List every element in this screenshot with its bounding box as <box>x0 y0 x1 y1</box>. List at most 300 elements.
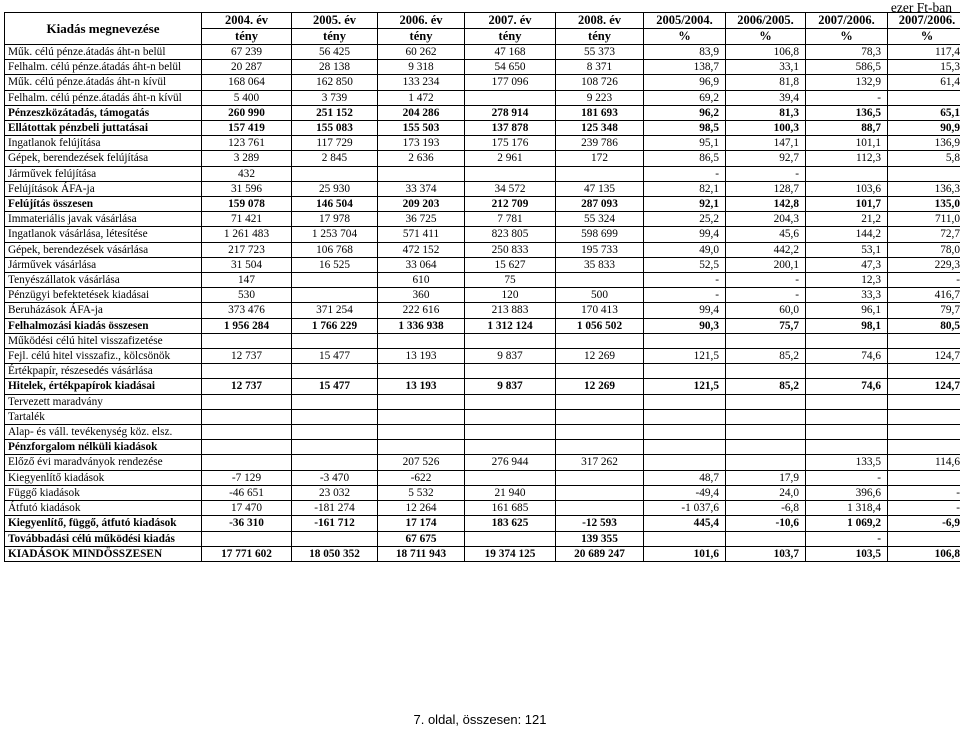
row-value-col-2: 146 504 <box>292 197 378 212</box>
row-value-col-6: - <box>644 288 726 303</box>
row-value-col-9: 135,0 <box>888 197 960 212</box>
row-value-col-7: - <box>726 288 806 303</box>
row-value-col-9: 114,6 <box>888 455 960 470</box>
row-value-col-9: 416,7 <box>888 288 960 303</box>
row-value-col-4 <box>465 409 556 424</box>
row-value-col-7: 147,1 <box>726 136 806 151</box>
row-label: Átfutó kiadások <box>5 501 202 516</box>
row-value-col-7: -6,8 <box>726 501 806 516</box>
row-value-col-8: 101,1 <box>806 136 888 151</box>
row-value-col-1: 123 761 <box>202 136 292 151</box>
header-col-9-line1: 2007/2006. <box>888 13 960 29</box>
row-value-col-4: 9 837 <box>465 379 556 394</box>
table-row <box>5 318 960 333</box>
row-value-col-5: 12 269 <box>556 379 644 394</box>
row-value-col-1: 217 723 <box>202 242 292 257</box>
header-col-2-line2: tény <box>292 29 378 45</box>
header-col-6-line2: % <box>644 29 726 45</box>
row-value-col-9 <box>888 166 960 181</box>
row-value-col-4: 161 685 <box>465 501 556 516</box>
row-value-col-3 <box>378 166 465 181</box>
row-label: Műk. célú pénze.átadás áht-n kívül <box>5 75 202 90</box>
row-value-col-5: 108 726 <box>556 75 644 90</box>
row-value-col-8: 33,3 <box>806 288 888 303</box>
row-value-col-5: 9 223 <box>556 90 644 105</box>
row-value-col-4 <box>465 364 556 379</box>
row-value-col-7: 204,3 <box>726 212 806 227</box>
row-value-col-9: 80,5 <box>888 318 960 333</box>
row-value-col-3: 60 262 <box>378 45 465 60</box>
table-row <box>5 379 960 394</box>
row-value-col-6 <box>644 425 726 440</box>
row-value-col-3 <box>378 440 465 455</box>
row-value-col-4 <box>465 394 556 409</box>
row-value-col-1 <box>202 531 292 546</box>
row-value-col-6: 48,7 <box>644 470 726 485</box>
row-value-col-2: 23 032 <box>292 485 378 500</box>
row-value-col-7: 33,1 <box>726 60 806 75</box>
row-value-col-1: 12 737 <box>202 379 292 394</box>
row-value-col-9: 61,4 <box>888 75 960 90</box>
row-value-col-9: 117,4 <box>888 45 960 60</box>
row-label: Pénzeszközátadás, támogatás <box>5 105 202 120</box>
table-row <box>5 364 960 379</box>
row-value-col-4: 137 878 <box>465 121 556 136</box>
row-value-col-7: 128,7 <box>726 181 806 196</box>
row-value-col-8 <box>806 425 888 440</box>
row-value-col-9: 136,9 <box>888 136 960 151</box>
table-row <box>5 136 960 151</box>
row-value-col-8: 74,6 <box>806 379 888 394</box>
header-col-1-line1: 2004. év <box>202 13 292 29</box>
row-value-col-6 <box>644 531 726 546</box>
row-value-col-3: 209 203 <box>378 197 465 212</box>
row-value-col-1: 157 419 <box>202 121 292 136</box>
row-value-col-2: 371 254 <box>292 303 378 318</box>
row-value-col-6: 99,4 <box>644 303 726 318</box>
row-value-col-5: 181 693 <box>556 105 644 120</box>
row-value-col-8: - <box>806 90 888 105</box>
row-value-col-8: - <box>806 531 888 546</box>
row-value-col-4: 19 374 125 <box>465 546 556 561</box>
row-value-col-9 <box>888 364 960 379</box>
page-footer: 7. oldal, összesen: 121 <box>413 712 547 727</box>
row-value-col-8: 74,6 <box>806 349 888 364</box>
header-col-8-line2: % <box>806 29 888 45</box>
row-value-col-1: 159 078 <box>202 197 292 212</box>
row-value-col-9: - <box>888 485 960 500</box>
row-value-col-2: 106 768 <box>292 242 378 257</box>
row-value-col-3: 155 503 <box>378 121 465 136</box>
row-value-col-9: 65,1 <box>888 105 960 120</box>
row-value-col-4: 2 961 <box>465 151 556 166</box>
header-col-1-line2: tény <box>202 29 292 45</box>
row-value-col-6: 445,4 <box>644 516 726 531</box>
row-value-col-7: 60,0 <box>726 303 806 318</box>
table-row <box>5 394 960 409</box>
row-value-col-4: 47 168 <box>465 45 556 60</box>
row-label: Kiegyenlítő, függő, átfutó kiadások <box>5 516 202 531</box>
row-value-col-4: 177 096 <box>465 75 556 90</box>
row-value-col-1: 71 421 <box>202 212 292 227</box>
row-value-col-8: 136,5 <box>806 105 888 120</box>
row-value-col-4: 9 837 <box>465 349 556 364</box>
row-label: Tartalék <box>5 409 202 424</box>
row-label: Tenyészállatok vásárlása <box>5 273 202 288</box>
row-label: Gépek, berendezések vásárlása <box>5 242 202 257</box>
row-value-col-4: 213 883 <box>465 303 556 318</box>
row-value-col-7: - <box>726 273 806 288</box>
table-row <box>5 166 960 181</box>
row-value-col-6: 96,2 <box>644 105 726 120</box>
row-value-col-3: 360 <box>378 288 465 303</box>
row-value-col-8: 96,1 <box>806 303 888 318</box>
header-col-8-line1: 2007/2006. <box>806 13 888 29</box>
row-value-col-4: 212 709 <box>465 197 556 212</box>
row-label: Járművek vásárlása <box>5 257 202 272</box>
row-value-col-4 <box>465 470 556 485</box>
row-value-col-8: 78,3 <box>806 45 888 60</box>
row-value-col-3 <box>378 333 465 348</box>
row-value-col-1: 432 <box>202 166 292 181</box>
table-row <box>5 531 960 546</box>
row-value-col-4: 823 805 <box>465 227 556 242</box>
row-value-col-2: 17 978 <box>292 212 378 227</box>
row-value-col-7: 81,8 <box>726 75 806 90</box>
row-value-col-9 <box>888 394 960 409</box>
row-value-col-2: 162 850 <box>292 75 378 90</box>
row-value-col-7 <box>726 455 806 470</box>
row-value-col-8: 1 318,4 <box>806 501 888 516</box>
row-value-col-4: 278 914 <box>465 105 556 120</box>
row-value-col-6: - <box>644 273 726 288</box>
row-value-col-3: -622 <box>378 470 465 485</box>
row-value-col-8 <box>806 333 888 348</box>
row-value-col-5: 8 371 <box>556 60 644 75</box>
row-value-col-1: 17 771 602 <box>202 546 292 561</box>
row-value-col-3: 18 711 943 <box>378 546 465 561</box>
row-value-col-7: 106,8 <box>726 45 806 60</box>
row-value-col-6: 92,1 <box>644 197 726 212</box>
row-value-col-2: 155 083 <box>292 121 378 136</box>
row-value-col-2: 56 425 <box>292 45 378 60</box>
row-value-col-5: 598 699 <box>556 227 644 242</box>
row-value-col-8: 47,3 <box>806 257 888 272</box>
row-value-col-6: 99,4 <box>644 227 726 242</box>
row-value-col-3: 571 411 <box>378 227 465 242</box>
row-value-col-5 <box>556 166 644 181</box>
row-value-col-8: 133,5 <box>806 455 888 470</box>
row-value-col-3: 12 264 <box>378 501 465 516</box>
table-row <box>5 470 960 485</box>
row-value-col-1: 3 289 <box>202 151 292 166</box>
table-body <box>5 45 960 562</box>
row-value-col-2 <box>292 288 378 303</box>
row-label: Kiegyenlítő kiadások <box>5 470 202 485</box>
row-value-col-2 <box>292 440 378 455</box>
row-label: Felhalm. célú pénze.átadás áht-n belül <box>5 60 202 75</box>
row-value-col-6 <box>644 394 726 409</box>
row-value-col-3 <box>378 409 465 424</box>
table-row <box>5 303 960 318</box>
table-row <box>5 121 960 136</box>
row-value-col-5: 12 269 <box>556 349 644 364</box>
table-row <box>5 501 960 516</box>
table-row <box>5 288 960 303</box>
row-label: Ellátottak pénzbeli juttatásai <box>5 121 202 136</box>
row-value-col-2 <box>292 531 378 546</box>
row-value-col-5: 500 <box>556 288 644 303</box>
row-value-col-5: 20 689 247 <box>556 546 644 561</box>
row-value-col-1: 31 596 <box>202 181 292 196</box>
row-value-col-6 <box>644 333 726 348</box>
row-value-col-4 <box>465 166 556 181</box>
row-value-col-5: 172 <box>556 151 644 166</box>
row-value-col-8 <box>806 364 888 379</box>
row-label: Függő kiadások <box>5 485 202 500</box>
row-value-col-7: 75,7 <box>726 318 806 333</box>
row-value-col-7 <box>726 531 806 546</box>
table-row <box>5 349 960 364</box>
row-value-col-6: 69,2 <box>644 90 726 105</box>
row-value-col-1: -46 651 <box>202 485 292 500</box>
row-value-col-7: 85,2 <box>726 349 806 364</box>
row-value-col-2: 15 477 <box>292 379 378 394</box>
row-value-col-3: 610 <box>378 273 465 288</box>
row-value-col-5 <box>556 364 644 379</box>
row-value-col-4: 120 <box>465 288 556 303</box>
row-value-col-7: 442,2 <box>726 242 806 257</box>
row-value-col-5: 55 373 <box>556 45 644 60</box>
header-col-9-line2: % <box>888 29 960 45</box>
table-row <box>5 440 960 455</box>
row-value-col-2: 18 050 352 <box>292 546 378 561</box>
row-value-col-8 <box>806 409 888 424</box>
row-value-col-6: -1 037,6 <box>644 501 726 516</box>
row-value-col-4 <box>465 90 556 105</box>
row-value-col-2: 1 253 704 <box>292 227 378 242</box>
row-value-col-5: 287 093 <box>556 197 644 212</box>
row-value-col-7: 85,2 <box>726 379 806 394</box>
row-value-col-8: 144,2 <box>806 227 888 242</box>
table-row <box>5 227 960 242</box>
row-value-col-9 <box>888 470 960 485</box>
row-value-col-3: 204 286 <box>378 105 465 120</box>
row-value-col-1: 5 400 <box>202 90 292 105</box>
row-value-col-2: 251 152 <box>292 105 378 120</box>
row-value-col-3: 133 234 <box>378 75 465 90</box>
row-value-col-5 <box>556 425 644 440</box>
row-value-col-5 <box>556 273 644 288</box>
row-value-col-2 <box>292 409 378 424</box>
row-value-col-6: 86,5 <box>644 151 726 166</box>
row-label: Működési célú hitel visszafizetése <box>5 333 202 348</box>
table-row <box>5 257 960 272</box>
table-row <box>5 212 960 227</box>
row-value-col-6: 83,9 <box>644 45 726 60</box>
table-row <box>5 181 960 196</box>
row-value-col-4 <box>465 425 556 440</box>
row-value-col-5: 125 348 <box>556 121 644 136</box>
row-value-col-6: 90,3 <box>644 318 726 333</box>
row-value-col-2 <box>292 394 378 409</box>
header-col-5-line1: 2008. év <box>556 13 644 29</box>
table-row <box>5 60 960 75</box>
row-label: Fejl. célú hitel visszafiz., kölcsönök <box>5 349 202 364</box>
row-value-col-9: 124,7 <box>888 349 960 364</box>
row-value-col-9: 72,7 <box>888 227 960 242</box>
row-label: Járművek felújítása <box>5 166 202 181</box>
row-value-col-6: -49,4 <box>644 485 726 500</box>
row-value-col-5: 239 786 <box>556 136 644 151</box>
row-value-col-9: 90,9 <box>888 121 960 136</box>
row-value-col-1 <box>202 333 292 348</box>
row-value-col-4: 21 940 <box>465 485 556 500</box>
row-label: Alap- és váll. tevékenység köz. elsz. <box>5 425 202 440</box>
row-value-col-2: 3 739 <box>292 90 378 105</box>
row-label: Felújítás összesen <box>5 197 202 212</box>
row-value-col-4: 34 572 <box>465 181 556 196</box>
row-value-col-7: -10,6 <box>726 516 806 531</box>
row-value-col-3 <box>378 364 465 379</box>
row-value-col-7 <box>726 425 806 440</box>
row-value-col-1 <box>202 409 292 424</box>
row-label: Továbbadási célú működési kiadás <box>5 531 202 546</box>
row-value-col-3 <box>378 425 465 440</box>
row-value-col-9: 5,8 <box>888 151 960 166</box>
row-value-col-3: 13 193 <box>378 379 465 394</box>
row-value-col-4: 175 176 <box>465 136 556 151</box>
row-value-col-7: 100,3 <box>726 121 806 136</box>
row-value-col-8: 103,6 <box>806 181 888 196</box>
row-value-col-8: 88,7 <box>806 121 888 136</box>
row-value-col-7: 45,6 <box>726 227 806 242</box>
row-value-col-9 <box>888 409 960 424</box>
row-value-col-7: 39,4 <box>726 90 806 105</box>
row-label: Előző évi maradványok rendezése <box>5 455 202 470</box>
row-value-col-9: 229,3 <box>888 257 960 272</box>
row-value-col-2: 25 930 <box>292 181 378 196</box>
row-value-col-9: 106,8 <box>888 546 960 561</box>
header-col-6-line1: 2005/2004. <box>644 13 726 29</box>
header-col-5-line2: tény <box>556 29 644 45</box>
row-value-col-2 <box>292 364 378 379</box>
row-value-col-7: 17,9 <box>726 470 806 485</box>
row-value-col-4: 75 <box>465 273 556 288</box>
table-row <box>5 90 960 105</box>
table-row <box>5 516 960 531</box>
table-row <box>5 75 960 90</box>
row-value-col-1: 147 <box>202 273 292 288</box>
row-value-col-5 <box>556 470 644 485</box>
row-value-col-4 <box>465 440 556 455</box>
row-value-col-9: 79,7 <box>888 303 960 318</box>
row-value-col-9 <box>888 531 960 546</box>
row-value-col-1: 67 239 <box>202 45 292 60</box>
row-value-col-1: 20 287 <box>202 60 292 75</box>
header-col-3-line1: 2006. év <box>378 13 465 29</box>
row-label: Értékpapír, részesedés vásárlása <box>5 364 202 379</box>
row-value-col-1: 12 737 <box>202 349 292 364</box>
row-value-col-8: 101,7 <box>806 197 888 212</box>
row-value-col-2: 16 525 <box>292 257 378 272</box>
row-value-col-3: 67 675 <box>378 531 465 546</box>
row-value-col-2: 2 845 <box>292 151 378 166</box>
row-value-col-5: 47 135 <box>556 181 644 196</box>
row-value-col-2: 15 477 <box>292 349 378 364</box>
row-value-col-6: 82,1 <box>644 181 726 196</box>
row-value-col-8: - <box>806 470 888 485</box>
row-value-col-6 <box>644 440 726 455</box>
header-col-4-line1: 2007. év <box>465 13 556 29</box>
row-label: Pénzügyi befektetések kiadásai <box>5 288 202 303</box>
row-value-col-9: 711,0 <box>888 212 960 227</box>
table-row <box>5 546 960 561</box>
row-value-col-5: 35 833 <box>556 257 644 272</box>
row-value-col-6: 121,5 <box>644 349 726 364</box>
row-value-col-3: 173 193 <box>378 136 465 151</box>
row-value-col-4 <box>465 531 556 546</box>
row-label: Műk. célú pénze.átadás áht-n belül <box>5 45 202 60</box>
row-value-col-3: 472 152 <box>378 242 465 257</box>
row-value-col-4: 183 625 <box>465 516 556 531</box>
header-row-1 <box>5 13 960 29</box>
row-value-col-4: 1 312 124 <box>465 318 556 333</box>
row-value-col-8: 586,5 <box>806 60 888 75</box>
row-value-col-2: 28 138 <box>292 60 378 75</box>
row-value-col-5: 317 262 <box>556 455 644 470</box>
row-value-col-4 <box>465 333 556 348</box>
row-value-col-8: 103,5 <box>806 546 888 561</box>
row-value-col-2 <box>292 273 378 288</box>
row-value-col-4: 7 781 <box>465 212 556 227</box>
row-value-col-7: 200,1 <box>726 257 806 272</box>
table-row <box>5 425 960 440</box>
row-label: Pénzforgalom nélküli kiadások <box>5 440 202 455</box>
row-label: Felújítások ÁFA-ja <box>5 181 202 196</box>
row-value-col-9: - <box>888 273 960 288</box>
row-value-col-7 <box>726 409 806 424</box>
row-value-col-1: -36 310 <box>202 516 292 531</box>
row-value-col-8: 132,9 <box>806 75 888 90</box>
row-value-col-3: 33 374 <box>378 181 465 196</box>
row-value-col-2 <box>292 455 378 470</box>
row-value-col-8: 112,3 <box>806 151 888 166</box>
row-value-col-9: 78,0 <box>888 242 960 257</box>
row-value-col-7 <box>726 364 806 379</box>
row-value-col-3: 33 064 <box>378 257 465 272</box>
table-row <box>5 151 960 166</box>
row-value-col-2: -181 274 <box>292 501 378 516</box>
row-value-col-9: 15,3 <box>888 60 960 75</box>
row-value-col-5: -12 593 <box>556 516 644 531</box>
table-row <box>5 242 960 257</box>
row-value-col-3: 17 174 <box>378 516 465 531</box>
row-value-col-6: 95,1 <box>644 136 726 151</box>
row-value-col-9: - <box>888 501 960 516</box>
table-row <box>5 409 960 424</box>
row-value-col-6: 49,0 <box>644 242 726 257</box>
row-value-col-1: 530 <box>202 288 292 303</box>
header-label: Kiadás megnevezése <box>5 13 202 45</box>
row-value-col-5: 170 413 <box>556 303 644 318</box>
row-value-col-1: 260 990 <box>202 105 292 120</box>
row-value-col-1 <box>202 394 292 409</box>
row-value-col-5 <box>556 485 644 500</box>
row-label: Ingatlanok felújítása <box>5 136 202 151</box>
row-value-col-2: -3 470 <box>292 470 378 485</box>
row-value-col-4: 250 833 <box>465 242 556 257</box>
